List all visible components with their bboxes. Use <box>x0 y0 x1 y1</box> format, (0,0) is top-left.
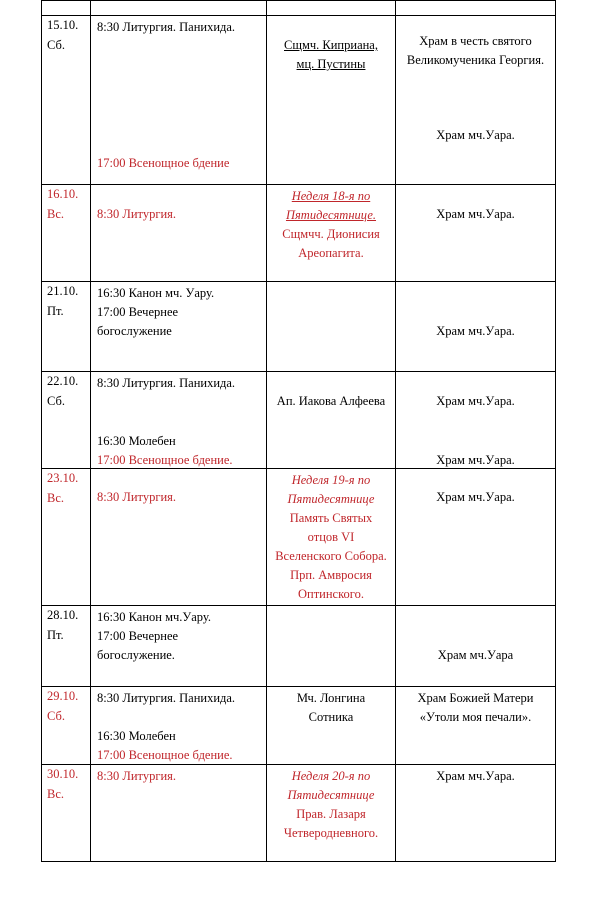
schedule-table <box>41 0 556 862</box>
services-cell <box>91 687 267 765</box>
commemoration-line: Пятидесятнице <box>287 492 375 506</box>
weekday-text: Сб. <box>47 708 65 723</box>
commemoration-cell <box>267 372 396 469</box>
commemoration-cell <box>267 687 396 765</box>
commemoration-cell <box>267 16 396 185</box>
spacer-cell <box>396 1 556 16</box>
commemoration-line: Прав. Лазаря <box>296 807 366 821</box>
schedule-row <box>42 469 556 606</box>
date-cell <box>42 185 91 282</box>
header-spacer-row <box>42 1 556 16</box>
schedule-row <box>42 282 556 372</box>
temple-line: Великомученика Георгия. <box>406 53 545 67</box>
commemoration-line: мц. Пустины <box>296 57 366 71</box>
weekday-text: Сб. <box>47 37 65 52</box>
commemoration-line: отцов VI <box>307 530 355 544</box>
date-text: 22.10. <box>47 374 79 388</box>
services-cell <box>91 469 267 606</box>
service-line: 17:00 Всенощное бдение <box>97 156 230 170</box>
date-cell <box>42 16 91 185</box>
commemoration-cell <box>267 765 396 862</box>
temple-cell <box>396 282 556 372</box>
spacer-cell <box>267 1 396 16</box>
date-text: 16.10. <box>47 187 79 201</box>
weekday-text: Пт. <box>47 627 64 642</box>
commemoration-line: Сщмчч. Дионисия <box>282 227 380 241</box>
services-cell <box>91 185 267 282</box>
temple-line: Храм мч.Уара. <box>436 394 515 408</box>
commemoration-line: Мч. Лонгина <box>296 691 366 705</box>
service-line: богослужение <box>97 324 172 338</box>
services-cell <box>91 606 267 687</box>
date-text: 29.10. <box>47 689 79 703</box>
service-line: 8:30 Литургия. <box>97 769 177 783</box>
service-line: 17:00 Вечернее <box>97 305 179 319</box>
spacer-cell <box>91 1 267 16</box>
commemoration-line: Прп. Амвросия <box>290 568 372 582</box>
commemoration-line: Ареопагита. <box>298 246 364 260</box>
schedule-row <box>42 606 556 687</box>
temple-line: Храм мч.Уара. <box>436 769 515 783</box>
temple-line: Храм мч.Уара. <box>436 324 515 338</box>
service-line: 8:30 Литургия. <box>97 490 177 504</box>
commemoration-line: Ап. Иакова Алфеева <box>276 394 386 408</box>
service-line: 8:30 Литургия. Панихида. <box>97 376 236 390</box>
commemoration-line: Неделя 20-я по <box>291 769 371 783</box>
commemoration-line: Сотника <box>308 710 354 724</box>
date-text: 21.10. <box>47 284 79 298</box>
commemoration-line: Вселенского Собора. <box>275 549 387 563</box>
weekday-text: Пт. <box>47 303 64 318</box>
service-line: 8:30 Литургия. Панихида. <box>97 20 236 34</box>
commemoration-line: Сщмч. Киприана, <box>284 38 378 52</box>
temple-line: Храм в честь святого <box>419 34 532 48</box>
date-cell <box>42 372 91 469</box>
schedule-row <box>42 687 556 765</box>
service-line: 16:30 Молебен <box>97 729 176 743</box>
date-cell <box>42 282 91 372</box>
date-cell <box>42 606 91 687</box>
services-cell <box>91 372 267 469</box>
commemoration-line: Пятидесятнице. <box>285 208 377 222</box>
commemoration-line: Память Святых <box>289 511 373 525</box>
services-cell <box>91 16 267 185</box>
service-line: 16:30 Канон мч. Уару. <box>97 286 215 300</box>
temple-cell <box>396 372 556 469</box>
temple-line: Храм мч.Уара. <box>436 128 515 142</box>
temple-cell <box>396 606 556 687</box>
date-text: 15.10. <box>47 18 79 32</box>
schedule-body <box>42 1 556 862</box>
services-cell <box>91 282 267 372</box>
schedule-row <box>42 16 556 185</box>
services-cell <box>91 765 267 862</box>
temple-cell <box>396 765 556 862</box>
commemoration-line: Четверодневного. <box>283 826 379 840</box>
date-text: 28.10. <box>47 608 79 622</box>
commemoration-line: Неделя 19-я по <box>291 473 371 487</box>
service-line: 16:30 Молебен <box>97 434 176 448</box>
weekday-text: Вс. <box>47 490 65 505</box>
commemoration-cell <box>267 469 396 606</box>
schedule-row <box>42 185 556 282</box>
date-cell <box>42 469 91 606</box>
spacer-cell <box>42 1 91 16</box>
service-line: 17:00 Всенощное бдение. <box>97 453 233 467</box>
service-line: 8:30 Литургия. <box>97 207 177 221</box>
schedule-row <box>42 765 556 862</box>
temple-line: «Утоли моя печали». <box>419 710 532 724</box>
temple-cell <box>396 687 556 765</box>
commemoration-line: Пятидесятнице <box>287 788 375 802</box>
service-line: 17:00 Вечернее <box>97 629 179 643</box>
temple-line: Храм мч.Уара <box>437 648 514 662</box>
temple-cell <box>396 185 556 282</box>
temple-line: Храм мч.Уара. <box>436 453 515 467</box>
commemoration-cell <box>267 606 396 687</box>
commemoration-cell <box>267 282 396 372</box>
temple-line: Храм мч.Уара. <box>436 207 515 221</box>
service-line: богослужение. <box>97 648 175 662</box>
temple-line: Храм мч.Уара. <box>436 490 515 504</box>
temple-line: Храм Божией Матери <box>417 691 534 705</box>
service-line: 16:30 Канон мч.Уару. <box>97 610 212 624</box>
weekday-text: Вс. <box>47 206 65 221</box>
weekday-text: Вс. <box>47 786 65 801</box>
commemoration-cell <box>267 185 396 282</box>
service-line: 8:30 Литургия. Панихида. <box>97 691 236 705</box>
date-text: 23.10. <box>47 471 79 485</box>
date-cell <box>42 687 91 765</box>
date-cell <box>42 765 91 862</box>
service-line: 17:00 Всенощное бдение. <box>97 748 233 762</box>
temple-cell <box>396 16 556 185</box>
commemoration-line: Оптинского. <box>298 587 364 601</box>
commemoration-line: Неделя 18-я по <box>291 189 371 203</box>
weekday-text: Сб. <box>47 393 65 408</box>
date-text: 30.10. <box>47 767 79 781</box>
schedule-row <box>42 372 556 469</box>
temple-cell <box>396 469 556 606</box>
